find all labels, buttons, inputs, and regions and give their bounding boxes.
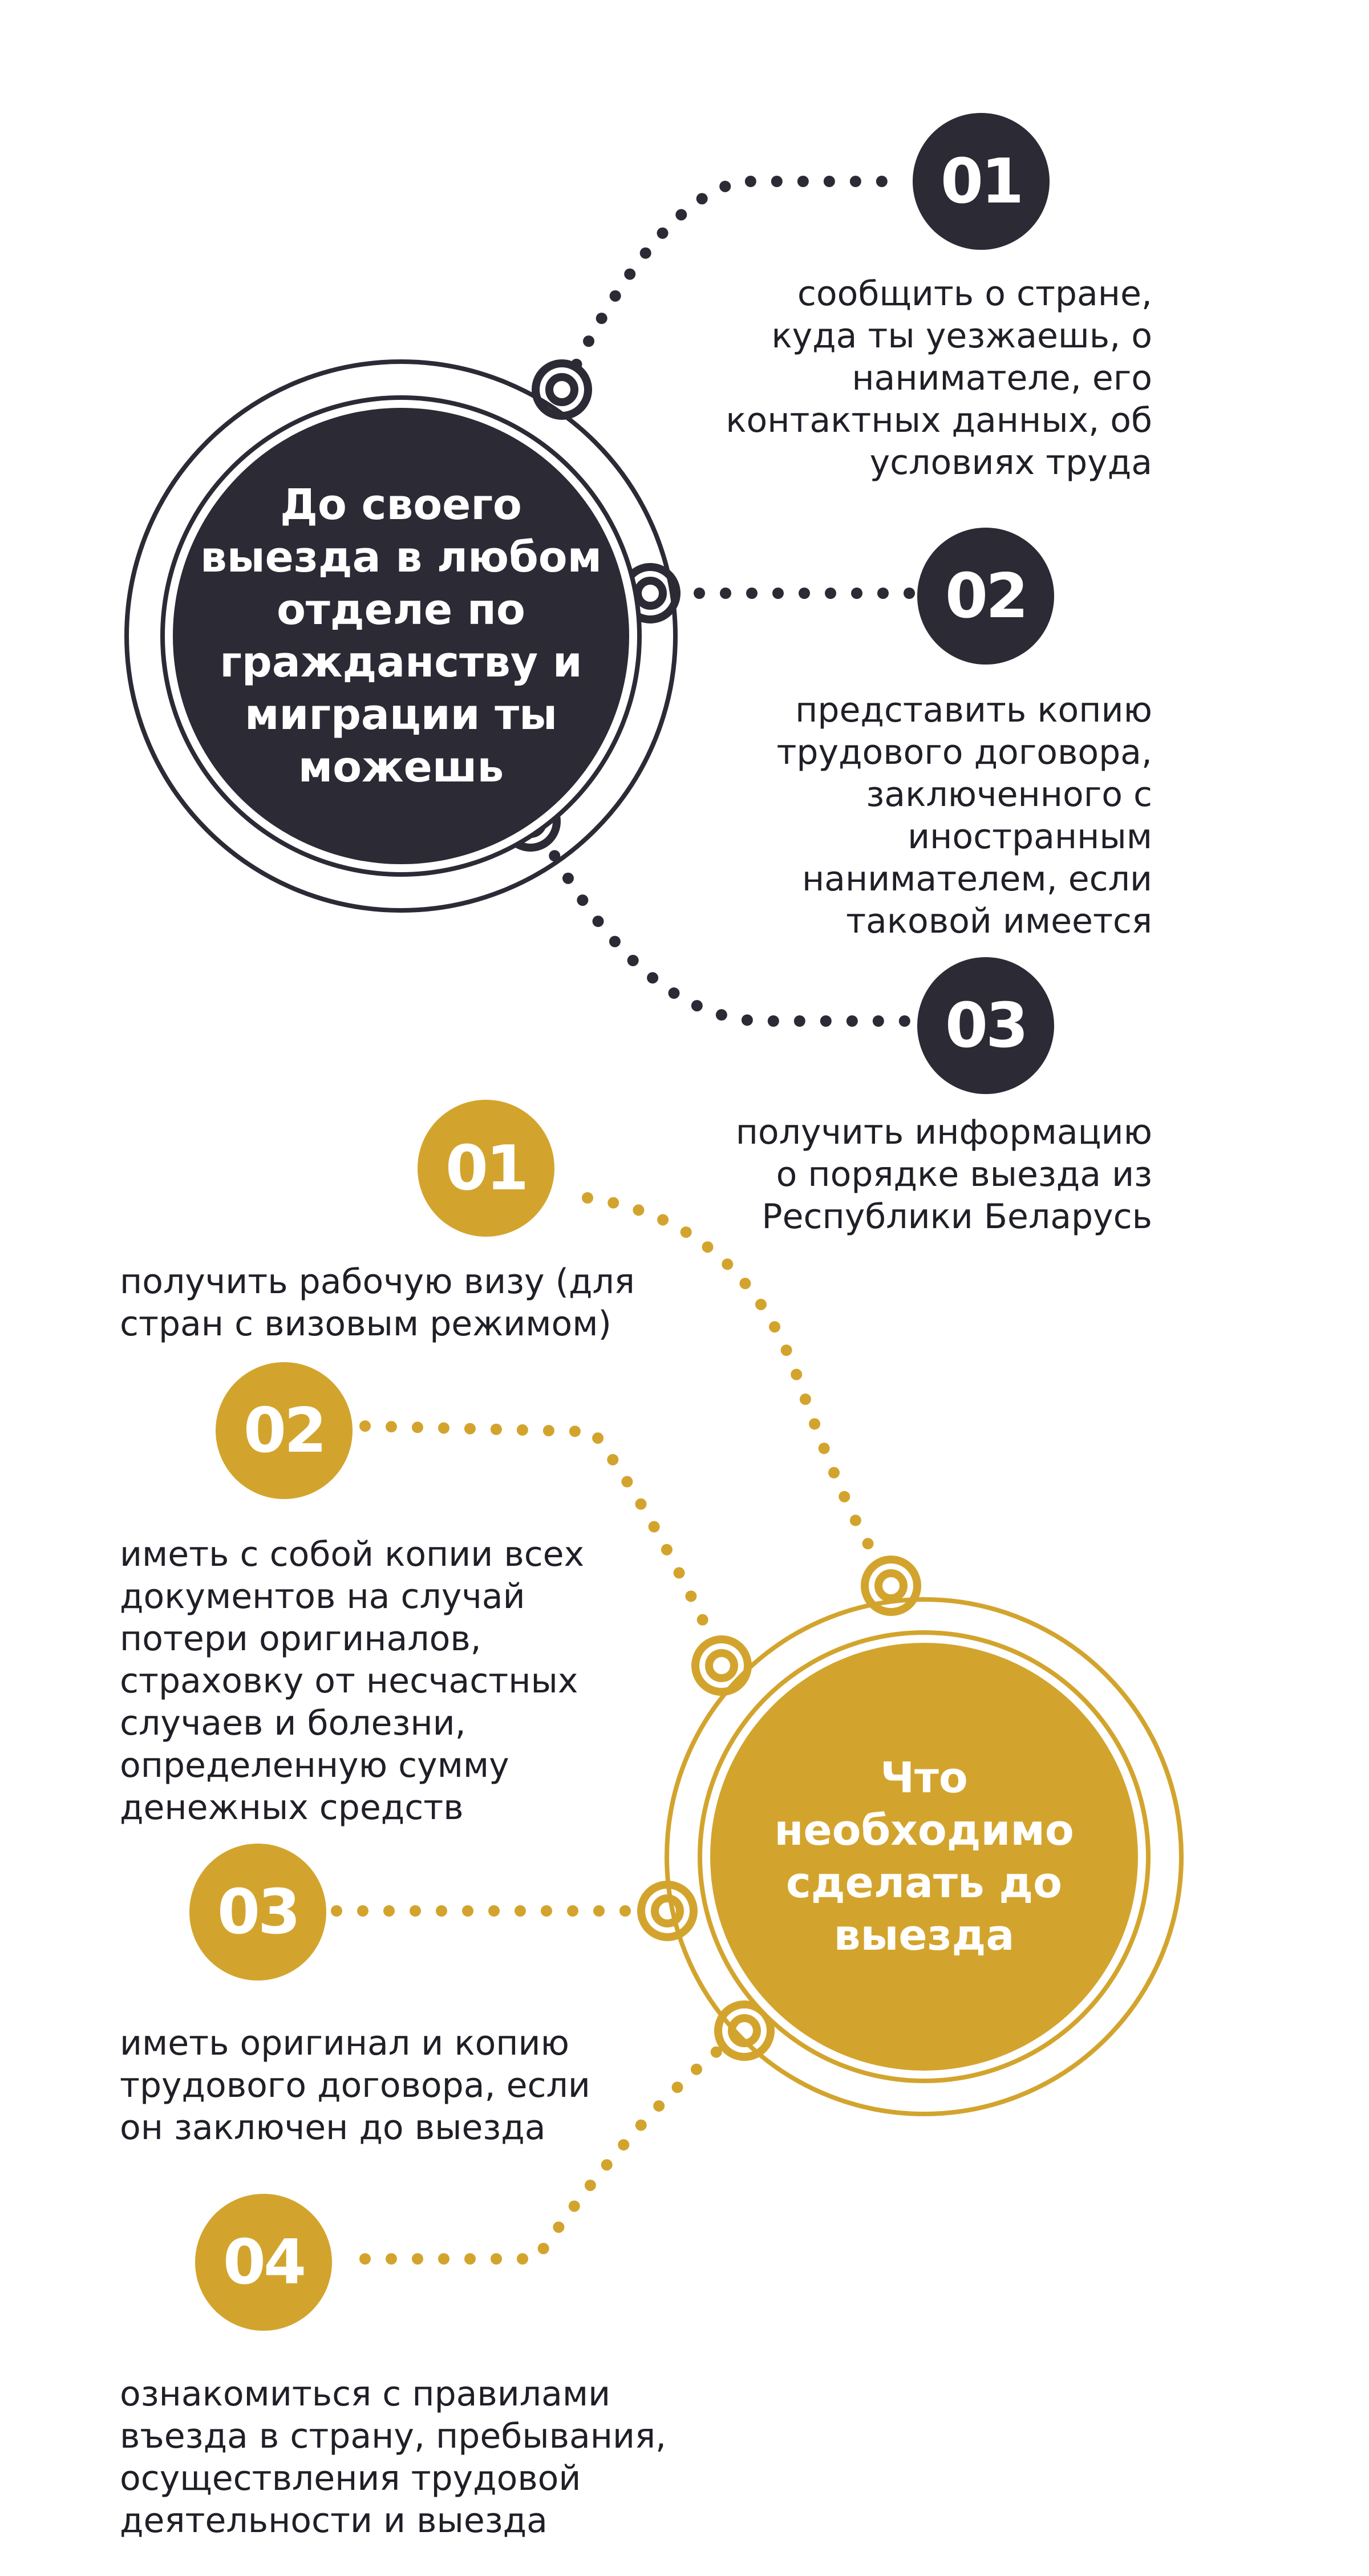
step-text-gold-01: получить рабочую визу (для стран с визовым режимом) xyxy=(120,1262,635,1344)
step-number-dark-02: 02 xyxy=(917,528,1054,665)
step-text-gold-02: иметь с собой копии всех документов на случай потери оригиналов, страховку от несчастных случаев и болезни, определенную сумму денежных средств xyxy=(120,1534,585,1828)
hub-dark-text: До своего выезда в любом отделе по гражданству и миграции ты можешь xyxy=(200,480,602,792)
step-number-dark-01: 01 xyxy=(913,113,1050,250)
hub-gold-text: Что необходимо сделать до выезда xyxy=(774,1753,1074,1960)
step-text-gold-03: иметь оригинал и копию трудового договора, если он заключен до выезда xyxy=(120,2023,590,2148)
connector-gold-01 xyxy=(588,1198,890,1574)
step-text-dark-01: сообщить о стране, куда ты уезжаешь, о нанимателе, его контактных данных, об условиях труда xyxy=(726,274,1152,483)
hub-dark xyxy=(173,408,629,864)
hub-gold xyxy=(710,1643,1138,2071)
step-number-gold-03: 03 xyxy=(189,1844,326,1980)
step-number-gold-04: 04 xyxy=(195,2194,332,2331)
step-text-gold-04: ознакомиться с правилами въезда в страну, пребывания, осуществления трудовой деятельности и выезда xyxy=(120,2374,667,2541)
step-number-gold-02: 02 xyxy=(216,1362,353,1499)
step-number-dark-03: 03 xyxy=(917,957,1054,1094)
step-text-dark-03: получить информацию о порядке выезда из Республики Беларусь xyxy=(735,1112,1152,1237)
step-number-gold-01: 01 xyxy=(418,1100,554,1237)
step-text-dark-02: представить копию трудового договора, заключенного с иностранным нанимателем, если таковой имеется xyxy=(776,690,1152,941)
